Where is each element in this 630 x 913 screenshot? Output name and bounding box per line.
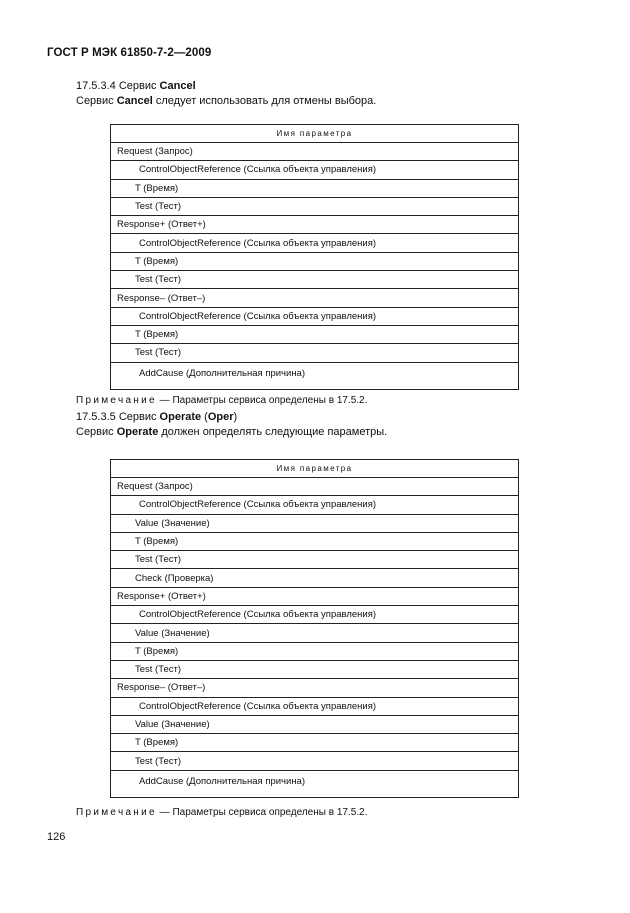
parameter-cell: AddCause (Дополнительная причина)	[111, 362, 519, 389]
parameter-cell: T (Время)	[111, 734, 519, 752]
table-row	[111, 514, 519, 532]
table-row	[111, 216, 519, 234]
parameter-cell: ControlObjectReference (Ссылка объекта управления)	[111, 161, 519, 179]
operate-heading-abbr: Oper	[207, 411, 234, 423]
table-row	[111, 770, 519, 797]
operate-desc-name: Operate	[116, 426, 159, 438]
cancel-heading-name: Cancel	[159, 80, 196, 92]
table-row	[111, 325, 519, 343]
parameter-cell: Response+ (Ответ+)	[111, 216, 519, 234]
operate-desc-prefix: Сервис	[76, 426, 117, 438]
cancel-description	[76, 95, 376, 107]
table-row	[111, 344, 519, 362]
table-row	[111, 234, 519, 252]
note-text: — Параметры сервиса определены в 17.5.2.	[156, 395, 368, 406]
table-row	[111, 624, 519, 642]
operate-heading-mid: (	[201, 411, 208, 423]
parameter-cell: T (Время)	[111, 532, 519, 550]
parameter-cell: T (Время)	[111, 325, 519, 343]
document-header: ГОСТ Р МЭК 61850-7-2—2009	[47, 47, 212, 59]
note-label: Примечание	[76, 395, 157, 406]
table-row	[111, 660, 519, 678]
table-row	[111, 532, 519, 550]
operate-desc-suffix: должен определять следующие параметры.	[158, 426, 388, 438]
table-row	[111, 197, 519, 215]
parameter-cell: ControlObjectReference (Ссылка объекта управления)	[111, 606, 519, 624]
parameter-cell: ControlObjectReference (Ссылка объекта управления)	[111, 307, 519, 325]
table-row	[111, 271, 519, 289]
parameter-cell: Test (Тест)	[111, 197, 519, 215]
parameter-cell: Test (Тест)	[111, 344, 519, 362]
table-row	[111, 715, 519, 733]
table-row	[111, 143, 519, 161]
parameter-cell: Test (Тест)	[111, 660, 519, 678]
table-header-row	[111, 125, 519, 143]
table-row	[111, 679, 519, 697]
parameter-cell: Test (Тест)	[111, 752, 519, 770]
parameter-cell: Response+ (Ответ+)	[111, 587, 519, 605]
table-row	[111, 587, 519, 605]
parameter-cell: Request (Запрос)	[111, 478, 519, 496]
table-row	[111, 289, 519, 307]
cancel-desc-prefix: Сервис	[76, 95, 117, 107]
parameter-cell: ControlObjectReference (Ссылка объекта управления)	[111, 697, 519, 715]
parameter-cell: Value (Значение)	[111, 624, 519, 642]
table-row	[111, 642, 519, 660]
operate-parameters-table	[110, 459, 519, 798]
table-row	[111, 478, 519, 496]
parameter-cell: T (Время)	[111, 642, 519, 660]
parameter-cell: AddCause (Дополнительная причина)	[111, 770, 519, 797]
cancel-section-heading	[76, 80, 196, 92]
table-row	[111, 307, 519, 325]
table-row	[111, 252, 519, 270]
parameter-cell: Check (Проверка)	[111, 569, 519, 587]
operate-table-note	[76, 807, 367, 818]
note-label: Примечание	[76, 807, 157, 818]
operate-heading-prefix: 17.5.3.5 Сервис	[76, 411, 160, 423]
cancel-desc-suffix: следует использовать для отмены выбора.	[152, 95, 377, 107]
note-text: — Параметры сервиса определены в 17.5.2.	[156, 807, 368, 818]
table-header-cell: Имя параметра	[111, 460, 519, 478]
table-row	[111, 551, 519, 569]
parameter-cell: Test (Тест)	[111, 271, 519, 289]
parameter-cell: Request (Запрос)	[111, 143, 519, 161]
parameter-cell: Response– (Ответ–)	[111, 289, 519, 307]
page-number: 126	[47, 831, 66, 843]
table-row	[111, 697, 519, 715]
table-row	[111, 752, 519, 770]
table-row	[111, 496, 519, 514]
cancel-table-note	[76, 395, 367, 406]
operate-section-heading	[76, 411, 237, 423]
parameter-cell: T (Время)	[111, 179, 519, 197]
operate-description	[76, 426, 387, 438]
operate-heading-name: Operate	[159, 411, 202, 423]
table-row	[111, 606, 519, 624]
table-header-cell: Имя параметра	[111, 125, 519, 143]
cancel-parameters-table	[110, 124, 519, 390]
table-row	[111, 569, 519, 587]
cancel-desc-name: Cancel	[116, 95, 153, 107]
table-row	[111, 179, 519, 197]
parameter-cell: Response– (Ответ–)	[111, 679, 519, 697]
parameter-cell: ControlObjectReference (Ссылка объекта управления)	[111, 496, 519, 514]
parameter-cell: Value (Значение)	[111, 715, 519, 733]
table-row	[111, 161, 519, 179]
parameter-cell: ControlObjectReference (Ссылка объекта управления)	[111, 234, 519, 252]
parameter-cell: Test (Тест)	[111, 551, 519, 569]
table-row	[111, 734, 519, 752]
table-header-row	[111, 460, 519, 478]
table-row	[111, 362, 519, 389]
operate-heading-suffix: )	[233, 411, 238, 423]
parameter-cell: Value (Значение)	[111, 514, 519, 532]
parameter-cell: T (Время)	[111, 252, 519, 270]
cancel-heading-prefix: 17.5.3.4 Сервис	[76, 80, 160, 92]
